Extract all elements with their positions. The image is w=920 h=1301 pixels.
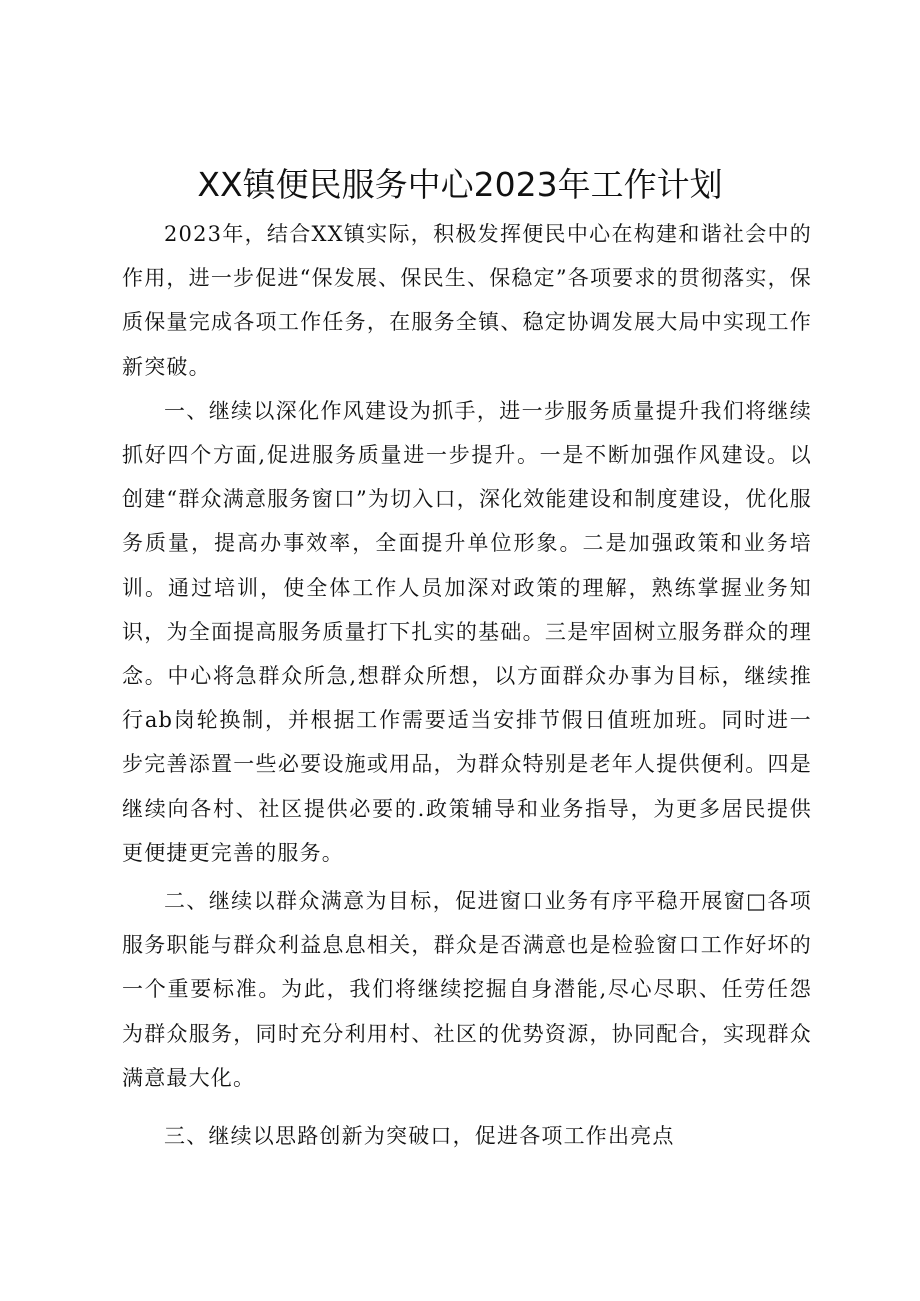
document-title: XX镇便民服务中心2023年工作计划 — [197, 165, 723, 204]
document-body — [122, 212, 812, 1158]
paragraph-section-1: 一、继续以深化作风建设为抓手，进一步服务质量提升我们将继续抓好四个方面,促进服务质量进一步提升。一是不断加强作风建设。以创建“群众满意服务窗口”为切入口，深化效能建设和制度建设，优化服务质量，提高办事效率，全面提升单位形象。二是加强政策和业务培训。通过培训，使全体工作人员加深对政策的理解，熟练掌握业务知识，为全面提高服务质量打下扎实的基础。三是牢固树立服务群众的理念。中心将急群众所急,想群众所想，以方面群众办事为目标，继续推行ab岗轮换制，并根据工作需要适当安排节假日值班加班。同时进一步完善添置一些必要设施或用品，为群众特别是老年人提供便利。四是继续向各村、社区提供必要的.政策辅导和业务指导，为更多居民提供更便捷更完善的服务。 — [122, 398, 812, 865]
paragraph-section-2: 二、继续以群众满意为目标，促进窗口业务有序平稳开展窗□各项服务职能与群众利益息息相关，群众是否满意也是检验窗口工作好坏的一个重要标准。为此，我们将继续挖掘自身潜能,尽心尽职、任劳任怨为群众服务，同时充分利用村、社区的优势资源，协同配合，实现群众满意最大化。 — [122, 889, 812, 1090]
paragraph-intro: 2023年，结合XX镇实际，积极发挥便民中心在构建和谐社会中的作用，进一步促进“保发展、保民生、保稳定”各项要求的贯彻落实，保质保量完成各项工作任务，在服务全镇、稳定协调发展大局中实现工作新突破。 — [122, 222, 812, 379]
paragraph-section-3: 三、继续以思路创新为突破口，促进各项工作出亮点 — [164, 1124, 675, 1149]
